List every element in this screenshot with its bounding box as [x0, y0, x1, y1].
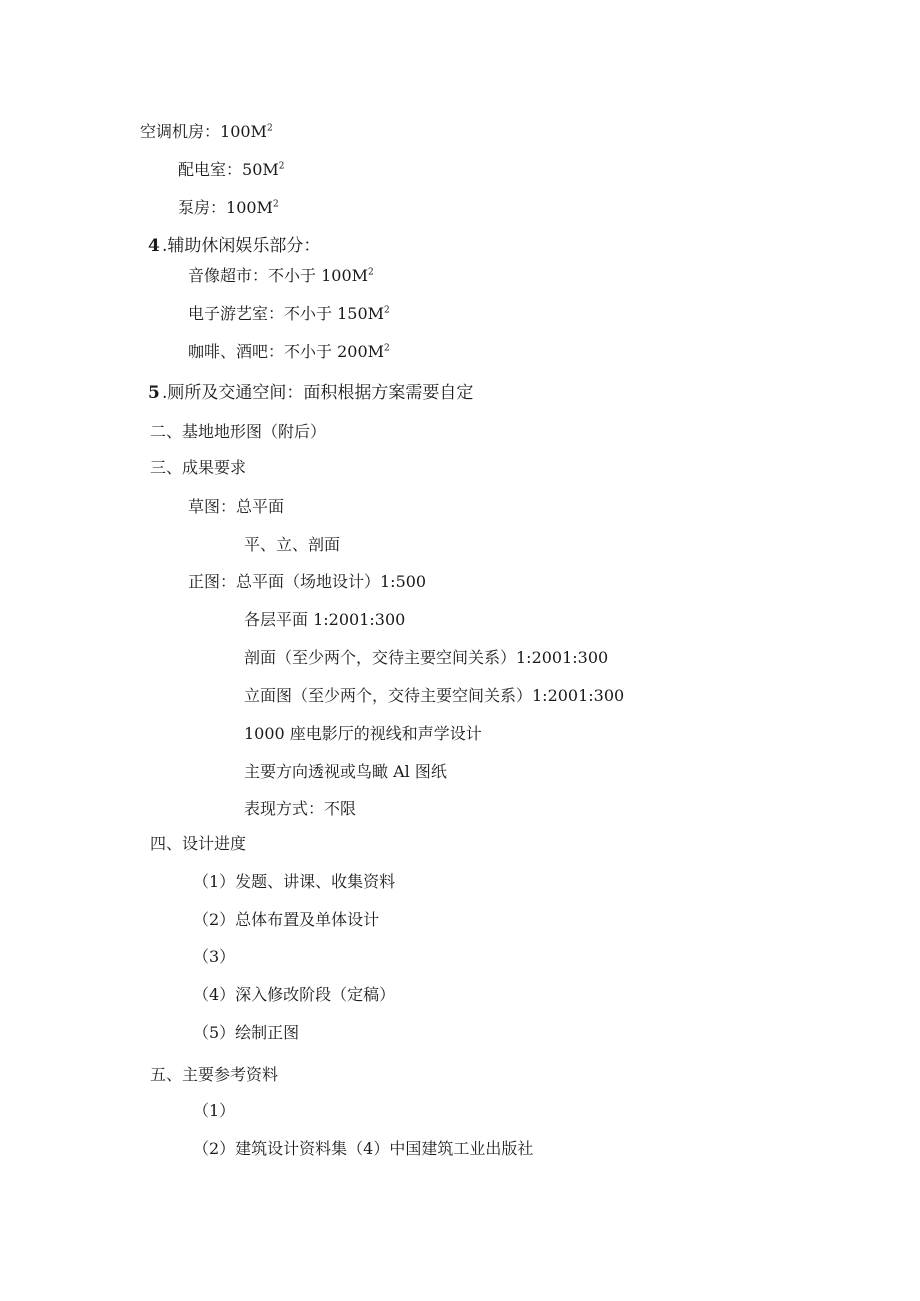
part-2-heading: 二、基地地形图（附后） [150, 422, 327, 441]
power-room-label: 配电室： [178, 160, 243, 179]
arcade-line [188, 304, 390, 324]
section-4-number: 4 [148, 236, 160, 256]
section-4-text: .辅助休闲娱乐部分： [162, 236, 321, 256]
ac-room-unit-sup: 2 [266, 123, 273, 134]
progress-item-1: （1）发题、讲课、收集资料 [193, 872, 396, 891]
cafe-bar-unit-sup: 2 [384, 343, 390, 354]
ac-room-line [140, 122, 273, 142]
reference-item-2: （2）建筑设计资料集（4）中国建筑工业出版社 [193, 1139, 534, 1158]
section-4-heading [148, 236, 320, 256]
section-5-text: .厕所及交通空间：面积根据方案需要自定 [162, 383, 474, 403]
progress-item-5: （5）绘制正图 [193, 1023, 300, 1042]
arcade-value: 150M [337, 304, 385, 323]
cafe-bar-value: 200M [337, 342, 385, 361]
part-5-heading: 五、主要参考资料 [150, 1065, 279, 1084]
pump-room-label: 泵房： [178, 198, 227, 217]
final-line-2: 各层平面 1:2001:300 [244, 610, 406, 629]
av-market-line [188, 266, 374, 286]
final-line-7: 表现方式：不限 [244, 799, 357, 818]
final-line-4: 立面图（至少两个，交待主要空间关系）1:2001:300 [244, 686, 625, 705]
power-room-unit-sup: 2 [278, 161, 285, 172]
pump-room-line [178, 198, 279, 218]
ac-room-label: 空调机房： [140, 122, 221, 141]
av-market-value: 100M [321, 266, 369, 285]
power-room-value: 50M [242, 160, 279, 179]
sketch-line-2: 平、立、剖面 [244, 535, 341, 554]
sketch-line-1: 草图：总平面 [188, 497, 285, 516]
cafe-bar-label: 咖啡、酒吧：不小于 [188, 342, 333, 361]
arcade-unit-sup: 2 [384, 305, 390, 316]
reference-item-1: （1） [193, 1101, 236, 1120]
progress-item-3: （3） [193, 947, 236, 966]
final-line-5: 1000 座电影厅的视线和声学设计 [244, 724, 482, 743]
av-market-unit-sup: 2 [368, 267, 374, 278]
progress-item-2: （2）总体布置及单体设计 [193, 910, 380, 929]
progress-item-4: （4）深入修改阶段（定稿） [193, 985, 396, 1004]
section-5-number: 5 [148, 383, 160, 403]
part-3-heading: 三、成果要求 [150, 458, 247, 477]
pump-room-value: 100M [226, 198, 273, 217]
pump-room-unit-sup: 2 [272, 199, 279, 210]
av-market-label: 音像超市：不小于 [188, 266, 317, 285]
part-4-heading: 四、设计进度 [150, 834, 247, 853]
final-line-1: 正图：总平面（场地设计）1:500 [188, 572, 427, 591]
power-room-line [178, 160, 285, 180]
cafe-bar-line [188, 342, 390, 362]
final-line-6: 主要方向透视或鸟瞰 Al 图纸 [244, 762, 447, 781]
ac-room-value: 100M [220, 122, 267, 141]
final-line-3: 剖面（至少两个，交待主要空间关系）1:2001:300 [244, 648, 609, 667]
section-5-heading [148, 383, 473, 403]
arcade-label: 电子游艺室：不小于 [188, 304, 333, 323]
